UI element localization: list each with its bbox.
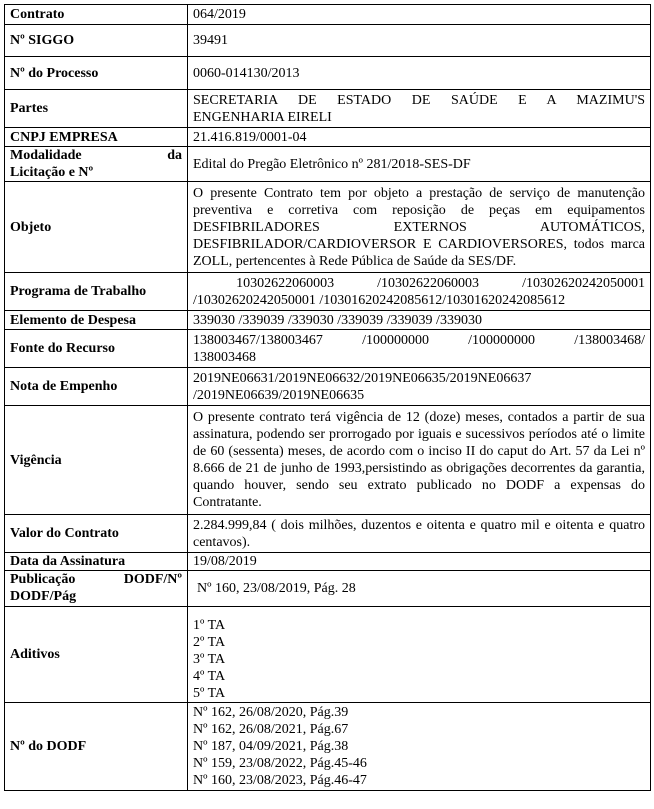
contract-summary-table <box>4 4 651 791</box>
row-vigencia <box>5 406 651 515</box>
row-objeto <box>5 182 651 273</box>
row-empenho <box>5 368 651 406</box>
fonte-line-2: 138003468 <box>193 349 256 365</box>
publicacao-label-line-2: DODF/Pág <box>10 589 77 604</box>
label-programa: Programa de Trabalho <box>5 273 188 311</box>
label-modalidade <box>5 147 188 182</box>
modalidade-label-line-2: Licitação e Nº <box>10 165 94 180</box>
value-fonte <box>188 330 651 368</box>
row-elemento <box>5 311 651 330</box>
value-programa <box>188 273 651 311</box>
label-cnpj: CNPJ EMPRESA <box>5 128 188 147</box>
publicacao-label-line-1: Publicação DODF/Nº <box>10 572 182 587</box>
publicacao-value-text: Nº 160, 23/08/2019, Pág. 28 <box>197 581 356 596</box>
empenho-line-1: 2019NE06631/2019NE06632/2019NE06635/2019NE06637 <box>193 370 532 386</box>
dodf-item: Nº 162, 26/08/2020, Pág.39 <box>193 705 349 720</box>
row-siggo <box>5 25 651 57</box>
value-assinatura: 19/08/2019 <box>188 553 651 571</box>
row-dodf <box>5 703 651 791</box>
value-objeto: O presente Contrato tem por objeto a prestação de serviço de manutenção preventiva e corretiva com reposição de peças em equipamentos DESFIBRILADORES EXTERNOS AUTOMÁTICOS, DESFIBRILADOR/CARDIOVERSOR E CARDIOVERSORES, todos marca ZOLL, pertencentes à Rede Pública de Saúde da SES/DF. <box>188 182 651 273</box>
value-processo: 0060-014130/2013 <box>188 57 651 90</box>
label-processo: Nº do Processo <box>5 57 188 90</box>
value-empenho <box>188 368 651 406</box>
row-programa <box>5 273 651 311</box>
label-siggo: Nº SIGGO <box>5 25 188 57</box>
programa-line-1: 10302622060003 /10302622060003 /10302620242050001 <box>193 275 645 291</box>
value-siggo: 39491 <box>188 25 651 57</box>
row-assinatura <box>5 553 651 571</box>
label-assinatura: Data da Assinatura <box>5 553 188 571</box>
dodf-item: Nº 187, 04/09/2021, Pág.38 <box>193 739 349 754</box>
programa-line-2: /10302620242050001 /10301620242085612/10301620242085612 <box>193 292 566 308</box>
row-partes <box>5 90 651 128</box>
dodf-item: Nº 160, 23/08/2023, Pág.46-47 <box>193 773 367 788</box>
value-dodf <box>188 703 651 791</box>
row-cnpj <box>5 128 651 147</box>
aditivo-item: 1º TA <box>193 618 226 633</box>
empenho-line-2: /2019NE06639/2019NE06635 <box>193 387 365 403</box>
dodf-item: Nº 162, 26/08/2021, Pág.67 <box>193 722 349 737</box>
partes-line-2: ENGENHARIA EIRELI <box>193 109 332 125</box>
row-modalidade <box>5 147 651 182</box>
value-valor: 2.284.999,84 ( dois milhões, duzentos e oitenta e quatro mil e oitenta e quatro centavos). <box>188 515 651 553</box>
modalidade-label-line-1: Modalidade da <box>10 148 182 163</box>
value-elemento: 339030 /339039 /339030 /339039 /339039 /339030 <box>188 311 651 330</box>
aditivo-item: 2º TA <box>193 635 226 650</box>
label-empenho: Nota de Empenho <box>5 368 188 406</box>
value-partes <box>188 90 651 128</box>
value-publicacao <box>188 571 651 607</box>
value-contrato: 064/2019 <box>188 5 651 25</box>
value-aditivos <box>188 607 651 703</box>
label-fonte: Fonte do Recurso <box>5 330 188 368</box>
aditivo-item: 4º TA <box>193 669 226 684</box>
row-valor <box>5 515 651 553</box>
row-aditivos <box>5 607 651 703</box>
value-modalidade: Edital do Pregão Eletrônico nº 281/2018-SES-DF <box>188 147 651 182</box>
label-aditivos: Aditivos <box>5 607 188 703</box>
fonte-line-1: 138003467/138003467 /100000000 /100000000 /138003468/ <box>193 332 645 348</box>
row-fonte <box>5 330 651 368</box>
label-contrato: Contrato <box>5 5 188 25</box>
label-objeto: Objeto <box>5 182 188 273</box>
label-dodf: Nº do DODF <box>5 703 188 791</box>
row-contrato <box>5 5 651 25</box>
label-valor: Valor do Contrato <box>5 515 188 553</box>
dodf-item: Nº 159, 23/08/2022, Pág.45-46 <box>193 756 367 771</box>
aditivo-item: 3º TA <box>193 652 226 667</box>
row-publicacao <box>5 571 651 607</box>
row-processo <box>5 57 651 90</box>
aditivo-item: 5º TA <box>193 686 226 701</box>
label-vigencia: Vigência <box>5 406 188 515</box>
value-cnpj: 21.416.819/0001-04 <box>188 128 651 147</box>
label-partes: Partes <box>5 90 188 128</box>
label-publicacao <box>5 571 188 607</box>
label-elemento: Elemento de Despesa <box>5 311 188 330</box>
partes-line-1: SECRETARIA DE ESTADO DE SAÚDE E A MAZIMU'S <box>193 92 645 108</box>
value-vigencia: O presente contrato terá vigência de 12 (doze) meses, contados a partir de sua assinatura, podendo ser prorrogado por iguais e sucessivos períodos até o limite de 60 (sessenta) meses, de acordo com o inciso II do caput do Art. 57 da Lei nº 8.666 de 21 de junho de 1993,persistindo as obrigações decorrentes da garantia, quando houver, sendo seu extrato publicado no DODF a expensas do Contratante. <box>188 406 651 515</box>
